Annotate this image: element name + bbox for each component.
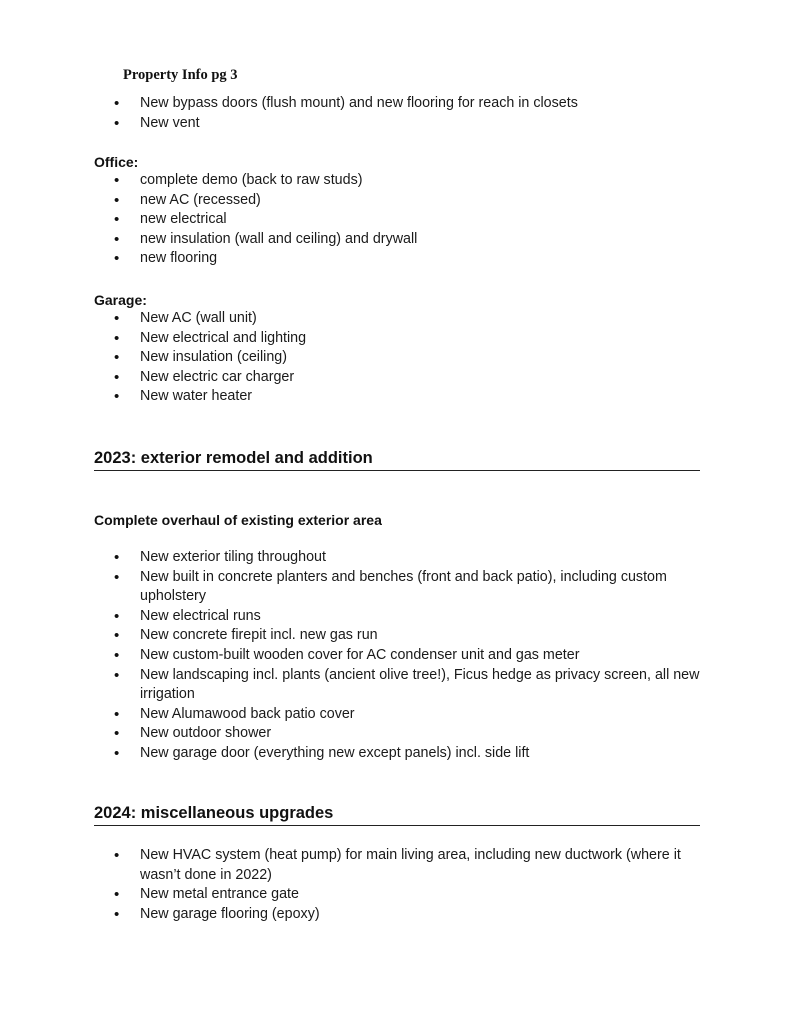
list-item: • New electrical and lighting xyxy=(94,329,704,349)
list-item: • New metal entrance gate xyxy=(94,885,704,905)
section-2023-block xyxy=(94,511,704,764)
list-item: • new flooring xyxy=(94,249,704,269)
page-header: Property Info pg 3 xyxy=(123,67,238,83)
list-item: • New water heater xyxy=(94,387,704,407)
garage-bullet-list xyxy=(94,309,704,407)
list-item: • New outdoor shower xyxy=(94,724,704,744)
section-2024-block xyxy=(94,846,704,924)
list-item: • New garage door (everything new except panels) incl. side lift xyxy=(94,744,704,764)
list-item: • new AC (recessed) xyxy=(94,191,704,211)
list-item: • New landscaping incl. plants (ancient olive tree!), Ficus hedge as privacy screen, all new irrigation xyxy=(94,666,704,705)
list-item: • New bypass doors (flush mount) and new flooring for reach in closets xyxy=(94,94,704,114)
garage-label: Garage: xyxy=(94,292,147,308)
list-item: • complete demo (back to raw studs) xyxy=(94,171,704,191)
list-item: • New insulation (ceiling) xyxy=(94,348,704,368)
list-item: • New AC (wall unit) xyxy=(94,309,704,329)
list-item: • New electrical runs xyxy=(94,607,704,627)
office-label: Office: xyxy=(94,154,139,170)
list-item: • New custom-built wooden cover for AC condenser unit and gas meter xyxy=(94,646,704,666)
list-item: • New HVAC system (heat pump) for main living area, including new ductwork (where it wasn’t done in 2022) xyxy=(94,846,704,885)
section-2024-bullet-list xyxy=(94,846,704,924)
section-2024-title: 2024: miscellaneous upgrades xyxy=(94,803,700,826)
list-item: • New built in concrete planters and benches (front and back patio), including custom upholstery xyxy=(94,568,704,607)
list-item: • New exterior tiling throughout xyxy=(94,548,704,568)
garage-block xyxy=(94,291,704,407)
section-2023-bullet-list xyxy=(94,548,704,764)
list-item: • New electric car charger xyxy=(94,368,704,388)
top-bullet-list xyxy=(94,94,704,133)
list-item: • New vent xyxy=(94,114,704,134)
list-item: • new electrical xyxy=(94,210,704,230)
list-item: • New concrete firepit incl. new gas run xyxy=(94,626,704,646)
section-2023-title: 2023: exterior remodel and addition xyxy=(94,448,700,471)
list-item: • new insulation (wall and ceiling) and drywall xyxy=(94,230,704,250)
office-block xyxy=(94,153,704,269)
list-item: • New Alumawood back patio cover xyxy=(94,705,704,725)
top-list-block xyxy=(94,94,704,133)
list-item: • New garage flooring (epoxy) xyxy=(94,905,704,925)
section-2023-subtitle: Complete overhaul of existing exterior area xyxy=(94,512,382,528)
office-bullet-list xyxy=(94,171,704,269)
